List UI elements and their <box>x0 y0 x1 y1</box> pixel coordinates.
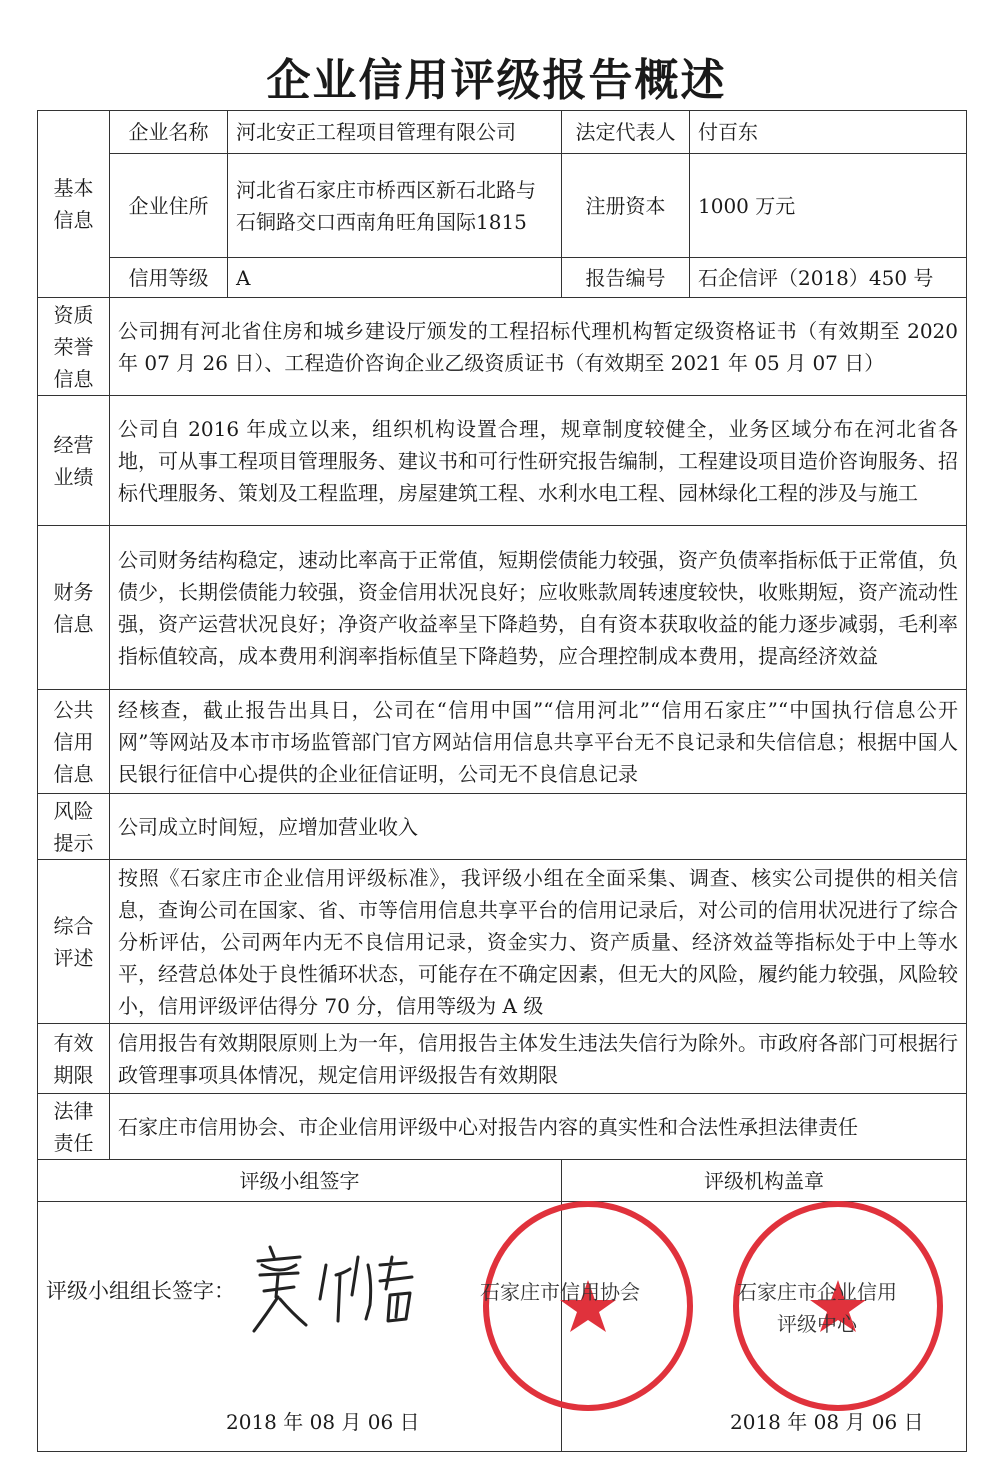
risk-label: 风险提示 <box>38 794 110 860</box>
public-credit-label: 公共信用信息 <box>38 690 110 794</box>
address-value: 河北省石家庄市桥西区新石北路与石铜路交口西南角旺角国际1815 <box>228 154 562 258</box>
validity-text: 信用报告有效期限原则上为一年，信用报告主体发生违法失信行为除外。市政府各部门可根据行政管理事项具体情况，规定信用评级报告有效期限 <box>110 1024 967 1094</box>
performance-text: 公司自 2016 年成立以来，组织机构设置合理，规章制度较健全，业务区域分布在河北省各地，可从事工程项目管理服务、建议书和可行性研究报告编制，工程建设项目造价咨询服务、招标代理服务、策划及工程监理，房屋建筑工程、水利水电工程、园林绿化工程的涉及与施工 <box>110 396 967 526</box>
credit-rating-center-name: 石家庄市企业信用评级中心 <box>737 1280 897 1336</box>
performance-label: 经营业绩 <box>38 396 110 526</box>
address-label: 企业住所 <box>110 154 228 258</box>
credit-level-label: 信用等级 <box>110 258 228 298</box>
company-name-value: 河北安正工程项目管理有限公司 <box>228 111 562 154</box>
rating-agency-seal-header: 评级机构盖章 <box>562 1160 967 1202</box>
rating-group-signature-header: 评级小组签字 <box>38 1160 562 1202</box>
risk-text: 公司成立时间短，应增加营业收入 <box>110 794 967 860</box>
credit-level-value: A <box>228 258 562 298</box>
report-number-value: 石企信评（2018）450 号 <box>690 258 967 298</box>
handwritten-signature <box>240 1235 420 1345</box>
qualification-text: 公司拥有河北省住房和城乡建设厅颁发的工程招标代理机构暂定级资格证书（有效期至 2020 年 07 月 26 日）、工程造价咨询企业乙级资质证书（有效期至 2021 年 05 月 07 日） <box>110 298 967 396</box>
overall-label: 综合评述 <box>38 860 110 1024</box>
legal-rep-label: 法定代表人 <box>562 111 690 154</box>
legal-rep-value: 付百东 <box>690 111 967 154</box>
public-credit-text: 经核查，截止报告出具日，公司在“信用中国”“信用河北”“信用石家庄”“中国执行信息公开网”等网站及本市市场监管部门官方网站信用信息共享平台无不良记录和失信信息；根据中国人民银行征信中心提供的企业征信证明，公司无不良信息记录 <box>110 690 967 794</box>
legal-text: 石家庄市信用协会、市企业信用评级中心对报告内容的真实性和合法性承担法律责任 <box>110 1094 967 1160</box>
finance-label: 财务信息 <box>38 526 110 690</box>
credit-association-seal <box>478 1196 698 1416</box>
group-leader-signature-label: 评级小组组长签字： <box>46 1279 235 1303</box>
validity-label: 有效期限 <box>38 1024 110 1094</box>
seal-date: 2018 年 08 月 06 日 <box>730 1410 924 1434</box>
capital-value: 1000 万元 <box>690 154 967 258</box>
company-name-label: 企业名称 <box>110 111 228 154</box>
overall-text: 按照《石家庄市企业信用评级标准》，我评级小组在全面采集、调查、核实公司提供的相关信息，查询公司在国家、省、市等信用信息共享平台的信用记录后，对公司的信用状况进行了综合分析评估，公司两年内无不良信用记录，资金实力、资产质量、经济效益等指标处于中上等水平，经营总体处于良性循环状态，可能存在不确定因素，但无大的风险，履约能力较强，风险较小，信用评级评估得分 70 分，信用等级为 A 级 <box>110 860 967 1024</box>
capital-label: 注册资本 <box>562 154 690 258</box>
report-number-label: 报告编号 <box>562 258 690 298</box>
qualification-label: 资质荣誉信息 <box>38 298 110 396</box>
basic-section-label: 基本信息 <box>38 111 110 298</box>
report-title: 企业信用评级报告概述 <box>266 55 727 106</box>
group-signature-date: 2018 年 08 月 06 日 <box>226 1410 420 1434</box>
finance-text: 公司财务结构稳定，速动比率高于正常值，短期偿债能力较强，资产负债率指标低于正常值，负债少，长期偿债能力较强，资金信用状况良好；应收账款周转速度较快，收账期短，资产流动性强，资产运营状况良好；净资产收益率呈下降趋势，自有资本获取收益的能力逐步减弱，毛利率指标值较高，成本费用利润率指标值呈下降趋势，应合理控制成本费用，提高经济效益 <box>110 526 967 690</box>
credit-association-name: 石家庄市信用协会 <box>480 1280 640 1304</box>
legal-label: 法律责任 <box>38 1094 110 1160</box>
